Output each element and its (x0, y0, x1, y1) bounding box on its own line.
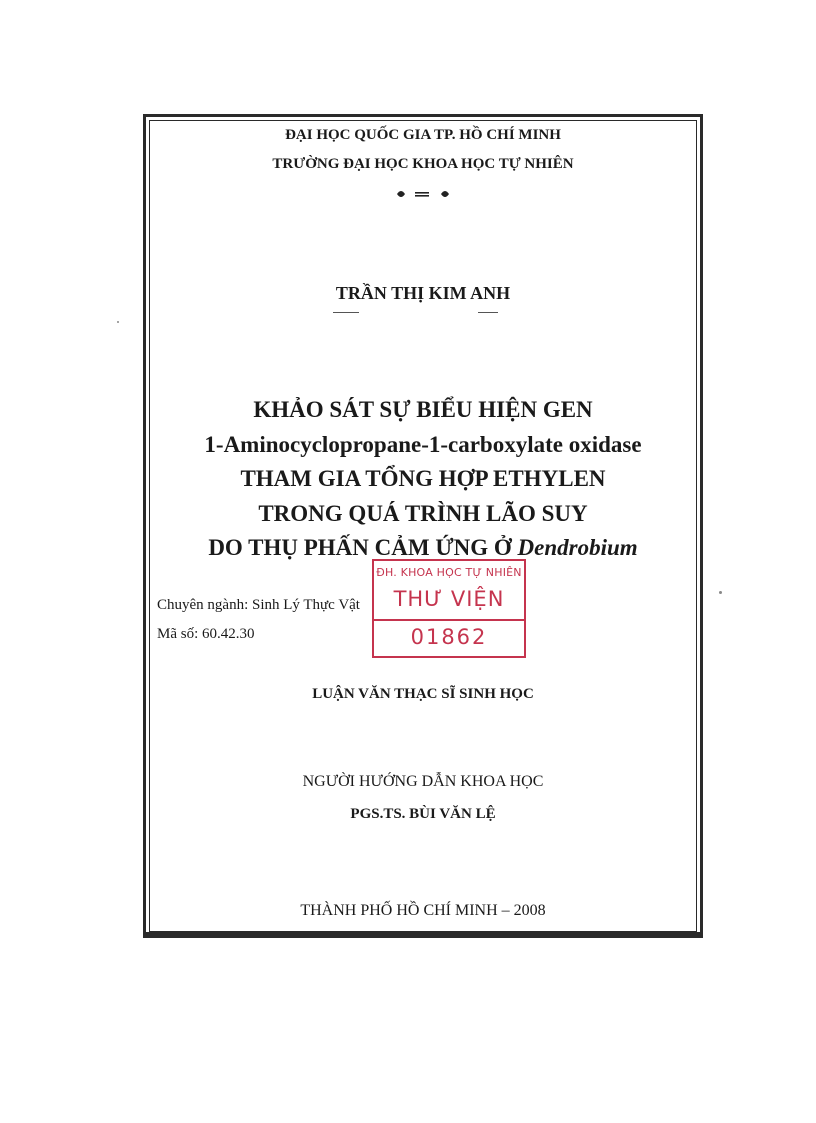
city-year: THÀNH PHỐ HỒ CHÍ MINH – 2008 (300, 902, 546, 919)
thesis-title-line4: TRONG QUÁ TRÌNH LÃO SUY (258, 501, 588, 526)
author-underline-mark (478, 312, 498, 313)
ornament-icon (393, 187, 453, 201)
scan-speck (719, 591, 722, 594)
library-stamp (372, 559, 526, 658)
university-name: ĐẠI HỌC QUỐC GIA TP. HỒ CHÍ MINH (285, 127, 561, 143)
stamp-library: THƯ VIỆN (393, 587, 505, 611)
stamp-institution: ĐH. KHOA HỌC TỰ NHIÊN (376, 566, 522, 579)
scan-speck (117, 321, 119, 323)
thesis-title-line3: THAM GIA TỔNG HỢP ETHYLEN (240, 466, 606, 491)
degree-type: LUẬN VĂN THẠC SĨ SINH HỌC (312, 686, 534, 702)
author-name: TRẦN THỊ KIM ANH (335, 283, 511, 303)
thesis-title-line5 (149, 535, 697, 561)
major-code: Mã số: 60.42.30 (157, 626, 255, 642)
major-field: Chuyên ngành: Sinh Lý Thực Vật (157, 597, 360, 613)
page-border-bottom (143, 932, 703, 938)
thesis-title-line5-text: DO THỤ PHẤN CẢM ỨNG Ở (208, 535, 518, 560)
stamp-number: 01862 (410, 625, 488, 649)
stamp-divider (374, 619, 524, 621)
advisor-name: PGS.TS. BÙI VĂN LỆ (350, 806, 496, 822)
thesis-title-line1: KHẢO SÁT SỰ BIỂU HIỆN GEN (253, 397, 593, 422)
thesis-title-line2: 1-Aminocyclopropane-1-carboxylate oxidase (204, 432, 642, 457)
advisor-label: NGƯỜI HƯỚNG DẪN KHOA HỌC (302, 773, 544, 790)
school-name: TRƯỜNG ĐẠI HỌC KHOA HỌC TỰ NHIÊN (272, 156, 574, 172)
author-underline-mark (333, 312, 359, 313)
genus-name: Dendrobium (517, 535, 638, 560)
ornament-divider (149, 187, 697, 205)
